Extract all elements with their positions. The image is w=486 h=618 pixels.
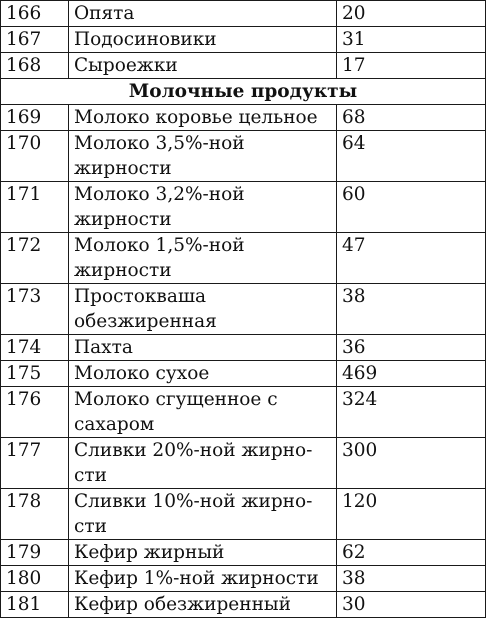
calorie-value: 300: [337, 438, 486, 489]
row-number: 170: [1, 131, 69, 182]
row-number: 172: [1, 233, 69, 284]
calorie-value: 36: [337, 335, 486, 361]
table-row: [1, 105, 486, 131]
calorie-value: 469: [337, 361, 486, 387]
calorie-value: 20: [337, 1, 486, 27]
calorie-value: 17: [337, 53, 486, 79]
calorie-value: 31: [337, 27, 486, 53]
table-row: [1, 387, 486, 438]
product-name: Опята: [69, 1, 337, 27]
calorie-value: 38: [337, 284, 486, 335]
calorie-value: 30: [337, 592, 486, 618]
row-number: 173: [1, 284, 69, 335]
calorie-value: 62: [337, 540, 486, 566]
product-name: Кефир 1%-ной жирности: [69, 566, 337, 592]
row-number: 180: [1, 566, 69, 592]
table-row: [1, 540, 486, 566]
row-number: 168: [1, 53, 69, 79]
product-name: Кефир обезжиренный: [69, 592, 337, 618]
table-body: [1, 1, 486, 618]
section-heading-row: [1, 79, 486, 105]
row-number: 166: [1, 1, 69, 27]
table-row: [1, 284, 486, 335]
product-name: Сливки 10%-ной жирно-сти: [69, 489, 337, 540]
calorie-value: 120: [337, 489, 486, 540]
row-number: 178: [1, 489, 69, 540]
calorie-value: 324: [337, 387, 486, 438]
row-number: 174: [1, 335, 69, 361]
table-row: [1, 566, 486, 592]
product-name: Пахта: [69, 335, 337, 361]
product-name: Простокваша обезжиренная: [69, 284, 337, 335]
table-row: [1, 592, 486, 618]
product-name: Подосиновики: [69, 27, 337, 53]
product-name: Молоко 3,5%-ной жирности: [69, 131, 337, 182]
row-number: 176: [1, 387, 69, 438]
calorie-value: 64: [337, 131, 486, 182]
table-row: [1, 233, 486, 284]
calorie-value: 38: [337, 566, 486, 592]
product-name: Молоко коровье цельное: [69, 105, 337, 131]
table-row: [1, 438, 486, 489]
product-name: Молоко 1,5%-ной жирности: [69, 233, 337, 284]
table-row: [1, 53, 486, 79]
table-row: [1, 1, 486, 27]
row-number: 171: [1, 182, 69, 233]
calorie-value: 60: [337, 182, 486, 233]
table-row: [1, 27, 486, 53]
table-row: [1, 489, 486, 540]
product-name: Сливки 20%-ной жирно-сти: [69, 438, 337, 489]
row-number: 175: [1, 361, 69, 387]
product-name: Кефир жирный: [69, 540, 337, 566]
row-number: 177: [1, 438, 69, 489]
calorie-value: 68: [337, 105, 486, 131]
section-heading: Молочные продукты: [1, 79, 486, 105]
product-name: Молоко 3,2%-ной жирности: [69, 182, 337, 233]
row-number: 181: [1, 592, 69, 618]
calorie-value: 47: [337, 233, 486, 284]
table-row: [1, 182, 486, 233]
table-row: [1, 361, 486, 387]
product-name: Молоко сухое: [69, 361, 337, 387]
product-name: Молоко сгущенное с сахаром: [69, 387, 337, 438]
row-number: 179: [1, 540, 69, 566]
row-number: 167: [1, 27, 69, 53]
table-row: [1, 131, 486, 182]
table-row: [1, 335, 486, 361]
row-number: 169: [1, 105, 69, 131]
product-name: Сыроежки: [69, 53, 337, 79]
